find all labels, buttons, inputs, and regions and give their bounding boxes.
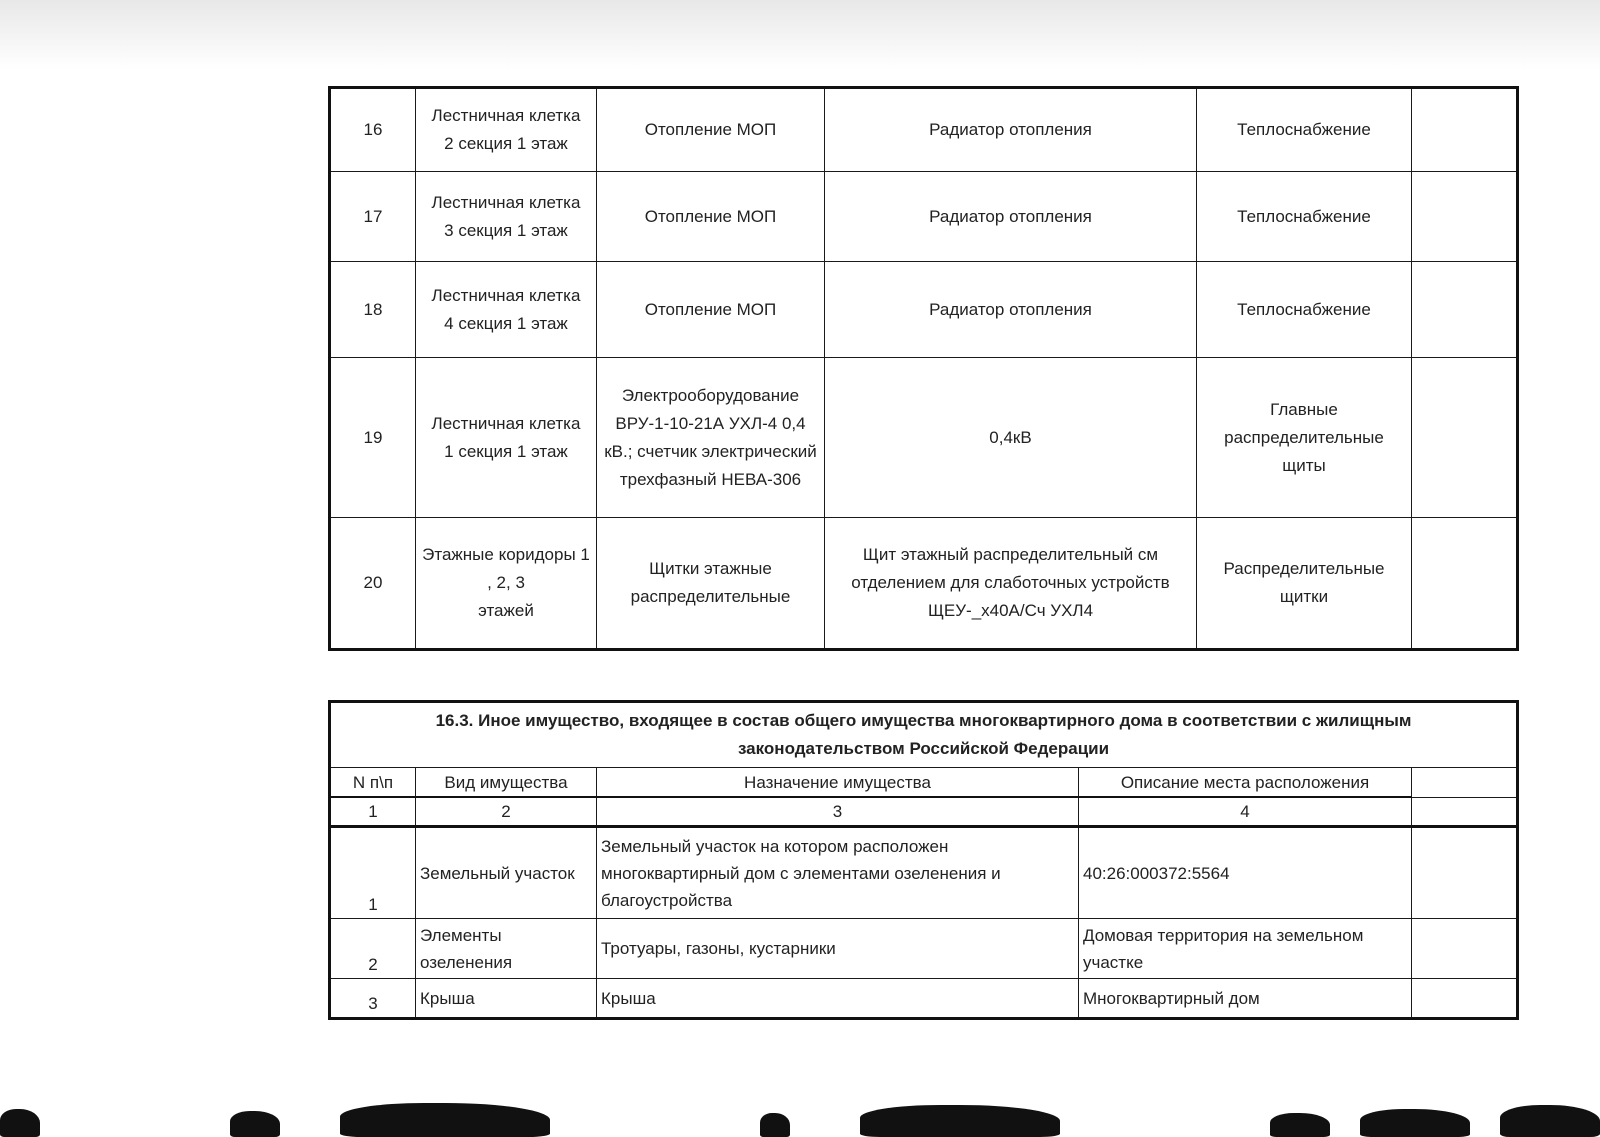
- property-location-cell: Домовая территория на земельном участке: [1079, 919, 1412, 979]
- header-location: Описание места расположения: [1079, 768, 1412, 798]
- empty-cell: [1412, 358, 1518, 518]
- scan-shadow-bottom: [0, 1095, 1600, 1137]
- system-cell: Распределительные щитки: [1197, 518, 1412, 650]
- header-empty: [1412, 768, 1518, 798]
- table-row: [330, 518, 1518, 650]
- location-cell: Лестничная клетка 4 секция 1 этаж: [416, 262, 597, 358]
- row-number: 19: [330, 358, 416, 518]
- scan-shadow-top: [0, 0, 1600, 70]
- column-number: 1: [330, 797, 416, 827]
- table-row: [330, 88, 1518, 172]
- row-number: 18: [330, 262, 416, 358]
- row-number: 20: [330, 518, 416, 650]
- empty-cell: [1412, 827, 1518, 919]
- table-row: [330, 172, 1518, 262]
- empty-cell: [1412, 518, 1518, 650]
- equipment-name-cell: Электрооборудование ВРУ-1-10-21А УХЛ-4 0,4 кВ.; счетчик электрический трехфазный НЕВА-306: [597, 358, 825, 518]
- header-num: N п\п: [330, 768, 416, 798]
- empty-cell: [1412, 979, 1518, 1019]
- property-type-cell: Крыша: [416, 979, 597, 1019]
- empty-cell: [1412, 172, 1518, 262]
- property-type-cell: Элементы озеленения: [416, 919, 597, 979]
- system-cell: Теплоснабжение: [1197, 172, 1412, 262]
- header-type: Вид имущества: [416, 768, 597, 798]
- table-row: [330, 358, 1518, 518]
- equipment-desc-cell: 0,4кВ: [825, 358, 1197, 518]
- column-number-row: [330, 797, 1518, 827]
- equipment-table: [328, 86, 1519, 651]
- location-cell: Лестничная клетка 3 секция 1 этаж: [416, 172, 597, 262]
- property-purpose-cell: Земельный участок на котором расположен многоквартирный дом с элементами озеленения и благоустройства: [597, 827, 1079, 919]
- row-number: 2: [330, 919, 416, 979]
- row-number: 1: [330, 827, 416, 919]
- other-property-table: [328, 700, 1519, 1020]
- table-row: [330, 262, 1518, 358]
- column-number: 3: [597, 797, 1079, 827]
- system-cell: Теплоснабжение: [1197, 262, 1412, 358]
- row-number: 3: [330, 979, 416, 1019]
- location-cell: Лестничная клетка 1 секция 1 этаж: [416, 358, 597, 518]
- property-purpose-cell: Тротуары, газоны, кустарники: [597, 919, 1079, 979]
- equipment-name-cell: Отопление МОП: [597, 262, 825, 358]
- equipment-name-cell: Отопление МОП: [597, 88, 825, 172]
- header-row: [330, 768, 1518, 798]
- equipment-desc-cell: Радиатор отопления: [825, 172, 1197, 262]
- location-cell: Этажные коридоры 1 , 2, 3 этажей: [416, 518, 597, 650]
- system-cell: Главные распределительные щиты: [1197, 358, 1412, 518]
- equipment-name-cell: Щитки этажные распределительные: [597, 518, 825, 650]
- empty-cell: [1412, 88, 1518, 172]
- property-type-cell: Земельный участок: [416, 827, 597, 919]
- equipment-desc-cell: Радиатор отопления: [825, 88, 1197, 172]
- empty-cell: [1412, 919, 1518, 979]
- empty-cell: [1412, 262, 1518, 358]
- row-number: 17: [330, 172, 416, 262]
- property-location-cell: 40:26:000372:5564: [1079, 827, 1412, 919]
- column-number-empty: [1412, 797, 1518, 827]
- column-number: 4: [1079, 797, 1412, 827]
- header-purpose: Назначение имущества: [597, 768, 1079, 798]
- property-location-cell: Многоквартирный дом: [1079, 979, 1412, 1019]
- row-number: 16: [330, 88, 416, 172]
- table-row: [330, 979, 1518, 1019]
- equipment-name-cell: Отопление МОП: [597, 172, 825, 262]
- equipment-desc-cell: Щит этажный распределительный см отделением для слаботочных устройств ЩЕУ-_х40А/Сч УХЛ4: [825, 518, 1197, 650]
- section-title: 16.3. Иное имущество, входящее в состав общего имущества многоквартирного дома в соответствии с жилищным законодательством Российской Федерации: [330, 702, 1518, 768]
- section-title-row: [330, 702, 1518, 768]
- table-row: [330, 827, 1518, 919]
- table-row: [330, 919, 1518, 979]
- location-cell: Лестничная клетка 2 секция 1 этаж: [416, 88, 597, 172]
- property-purpose-cell: Крыша: [597, 979, 1079, 1019]
- system-cell: Теплоснабжение: [1197, 88, 1412, 172]
- column-number: 2: [416, 797, 597, 827]
- equipment-desc-cell: Радиатор отопления: [825, 262, 1197, 358]
